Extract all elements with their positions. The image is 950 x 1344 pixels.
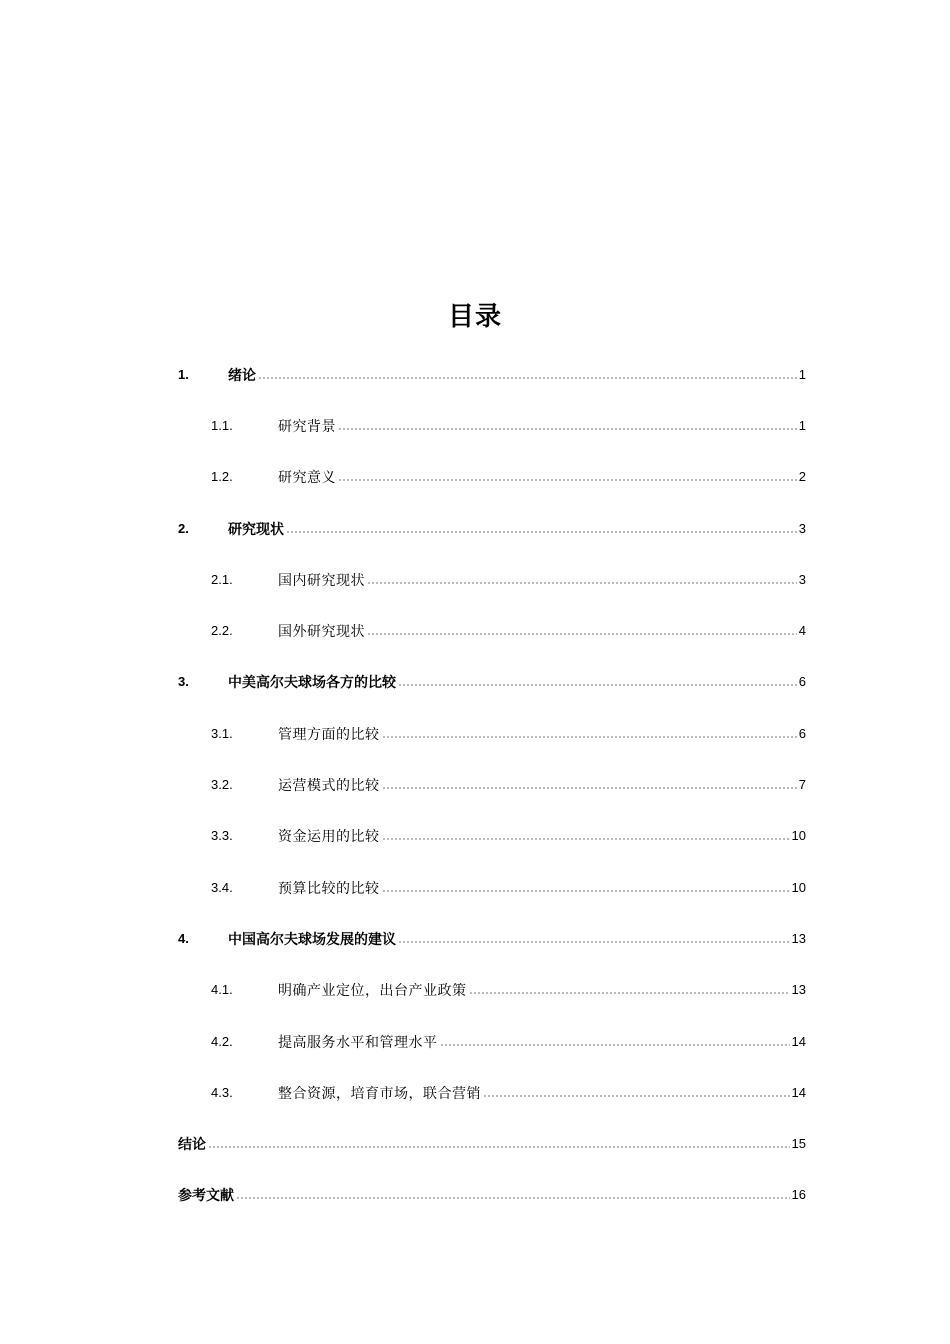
toc-entry-page: 13 [791,930,806,946]
dot-leader [382,890,790,892]
toc-entry-number: 4.2. [211,1033,233,1049]
dot-leader [469,992,790,994]
toc-entry-page: 10 [791,828,806,844]
toc-entry-page: 7 [798,777,806,793]
toc-entry-number: 3.3. [211,828,233,844]
dot-leader [286,531,797,533]
toc-entry-page: 16 [791,1187,806,1203]
toc-entry-3-1[interactable] [178,708,806,759]
toc-entry-label: 参考文献 [178,1187,234,1204]
dot-leader [236,1197,790,1199]
dot-leader [367,582,797,584]
toc-entry-label: 管理方面的比较 [278,725,380,742]
toc-entry-2-2[interactable] [178,605,806,656]
toc-entry-label: 中国高尔夫球场发展的建议 [228,930,396,947]
toc-entry-label: 研究意义 [278,469,336,486]
dot-leader [382,787,797,789]
toc-entry-number: 2.1. [211,571,233,587]
toc-entry-page: 3 [798,520,806,536]
toc-entry-label: 绪论 [228,366,256,383]
toc-entry-4[interactable] [178,913,806,964]
toc-entry-label: 国内研究现状 [278,571,365,588]
toc-entry-label: 提高服务水平和管理水平 [278,1033,438,1050]
toc-entry-page: 13 [791,982,806,998]
toc-entry-page: 10 [791,879,806,895]
toc-entry-label: 运营模式的比较 [278,777,380,794]
toc-entry-number: 4. [178,930,189,946]
dot-leader [382,736,797,738]
toc-entry-page: 3 [798,571,806,587]
toc-entry-page: 14 [791,1033,806,1049]
toc-entry-1-2[interactable] [178,452,806,503]
toc-entry-number: 3.1. [211,725,233,741]
dot-leader [258,377,797,379]
dot-leader [338,479,797,481]
dot-leader [398,684,797,686]
toc-entry-number: 2. [178,520,189,536]
dot-leader [398,941,790,943]
toc-entry-2-1[interactable] [178,554,806,605]
toc-entry-page: 1 [798,366,806,382]
toc-entry-number: 4.3. [211,1084,233,1100]
toc-entry-3-4[interactable] [178,862,806,913]
toc-entry-4-3[interactable] [178,1067,806,1118]
toc-entry-page: 4 [798,623,806,639]
toc-entry-references[interactable] [178,1170,806,1221]
toc-entry-label: 中美高尔夫球场各方的比较 [228,674,396,691]
toc-entry-conclusion[interactable] [178,1118,806,1169]
toc-entry-label: 国外研究现状 [278,623,365,640]
toc-entry-label: 整合资源，培育市场，联合营销 [278,1084,481,1101]
dot-leader [483,1095,790,1097]
dot-leader [367,633,797,635]
toc-entry-1-1[interactable] [178,400,806,451]
toc-entry-label: 预算比较的比较 [278,879,380,896]
toc-entry-4-2[interactable] [178,1016,806,1067]
toc-entry-3[interactable] [178,657,806,708]
toc-entry-label: 明确产业定位，出台产业政策 [278,982,467,999]
toc-entry-number: 1.1. [211,417,233,433]
toc-entry-label: 资金运用的比较 [278,828,380,845]
dot-leader [382,838,790,840]
toc-entry-page: 2 [798,469,806,485]
toc-entry-page: 1 [798,417,806,433]
toc-entry-1[interactable] [178,349,806,400]
table-of-contents [178,349,806,1221]
toc-entry-number: 1. [178,366,189,382]
toc-entry-number: 4.1. [211,982,233,998]
toc-entry-page: 6 [798,674,806,690]
dot-leader [440,1044,790,1046]
toc-entry-number: 2.2. [211,623,233,639]
toc-entry-number: 3.2. [211,777,233,793]
toc-entry-page: 15 [791,1136,806,1152]
dot-leader [208,1146,790,1148]
toc-entry-label: 研究背景 [278,417,336,434]
toc-entry-3-2[interactable] [178,759,806,810]
toc-entry-label: 结论 [178,1136,206,1153]
toc-entry-number: 3.4. [211,879,233,895]
toc-entry-4-1[interactable] [178,965,806,1016]
toc-title: 目录 [447,301,502,331]
toc-entry-label: 研究现状 [228,520,284,537]
dot-leader [338,428,797,430]
toc-entry-number: 1.2. [211,469,233,485]
toc-entry-number: 3. [178,674,189,690]
toc-entry-page: 6 [798,725,806,741]
toc-entry-page: 14 [791,1084,806,1100]
toc-entry-2[interactable] [178,503,806,554]
toc-entry-3-3[interactable] [178,811,806,862]
